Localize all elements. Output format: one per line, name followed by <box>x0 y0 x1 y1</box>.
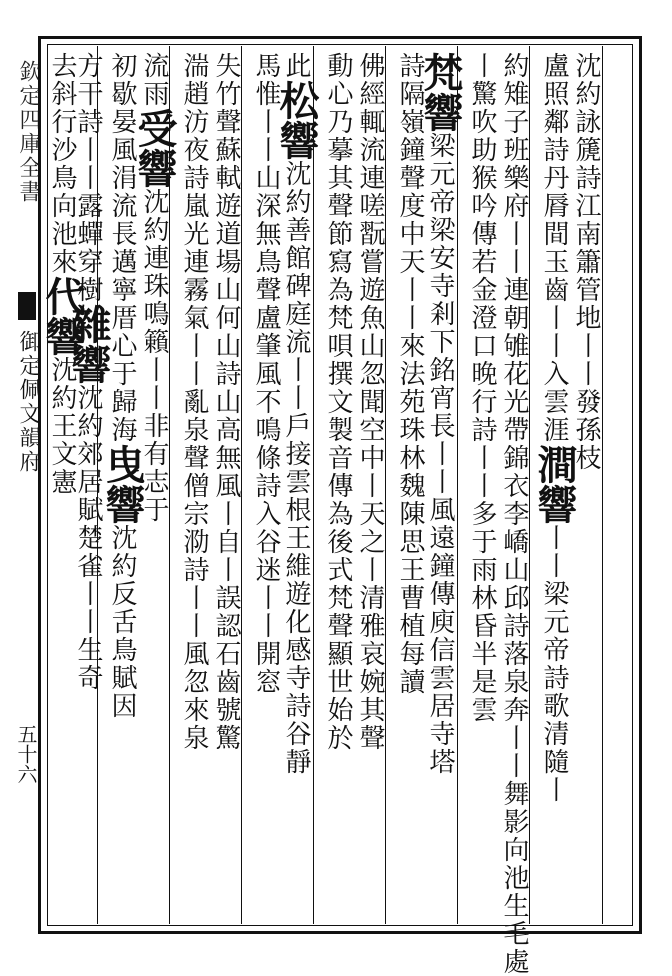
column-text: 沈約詠篪詩江南簫管地丨丨發孫枝 <box>571 52 601 472</box>
column-text: 沈約反舌鳥賦因 <box>107 524 137 720</box>
entry-heading: 雜響 <box>65 304 112 384</box>
column-text: 馬惟丨丨山深無鳥聲盧肇風不鳴條詩入谷迷丨丨開窓 <box>251 52 281 696</box>
text-column-6 <box>390 52 430 922</box>
column-text: 湍趙汸夜詩嵐光連霧氣丨丨亂泉聲僧宗泐詩丨丨風忽來泉 <box>179 52 209 752</box>
margin-library-title: 欽定四庫全書 <box>16 60 41 204</box>
text-column-4 <box>462 52 502 922</box>
column-text: 盧照鄰詩丹脣間玉齒丨丨入雲涯 <box>539 52 569 444</box>
column-text: 詩隔嶺鐘聲度中天丨丨來法苑珠林魏陳思王曹植每讀 <box>395 52 425 696</box>
column-text: 晏風涓流長邁寧厝心于歸海 <box>107 108 137 444</box>
text-column-14 <box>99 52 146 922</box>
column-text <box>73 470 103 638</box>
text-column-10 <box>246 52 286 922</box>
margin-book-title: 御定佩文韻府 <box>16 330 41 474</box>
entry-heading: 受響 <box>131 108 178 188</box>
entry-heading: 曳響 <box>99 444 146 524</box>
column-text: 約雉子班樂府丨丨連朝雊花光帶錦衣李嶠山邱詩落泉奔丨丨舞影向池生毛處 <box>499 52 529 976</box>
column-text: 流雨 <box>139 52 169 108</box>
text-column-12 <box>174 52 214 922</box>
text-column-8 <box>318 52 358 922</box>
entry-heading: 代響 <box>39 276 86 356</box>
column-text: 沈約善館碑庭流丨丨戶接雲根王維遊化感寺詩谷靜 <box>281 160 311 776</box>
column-text: 丨丨梁元帝詩歌清隨丨 <box>539 524 569 804</box>
text-column-2 <box>531 52 578 922</box>
column-text: 沈約王文憲 <box>47 356 77 496</box>
entry-heading: 松響 <box>273 80 320 160</box>
entry-heading: 澗響 <box>531 444 578 524</box>
column-text: 沈約郊居賦楚雀丨丨生奇 <box>73 384 103 692</box>
column-text: 此 <box>281 52 311 80</box>
column-text <box>73 638 103 778</box>
column-text: 丨驚吹助猴吟傳若金澄口晚行詩丨丨多于雨林昏半是雲 <box>467 52 497 724</box>
column-text: 梁元帝梁安寺剎下銘宵長丨丨風遠鐘傳庾信雲居寺塔 <box>425 132 455 776</box>
column-text: 動心乃摹其聲節寫為梵唄撰文製音傳為後式梵聲顯世始於 <box>323 52 353 752</box>
column-text: 去斜行沙鳥向池來 <box>47 52 77 276</box>
column-text: 佛經輒流連嗟翫嘗遊魚山忽聞空中丨天之丨清雅哀婉其聲 <box>355 52 385 752</box>
entry-heading: 梵響 <box>417 52 464 132</box>
page-number: 五十六 <box>14 724 38 784</box>
column-text: 初歇 <box>107 52 137 108</box>
column-text: 失竹聲蘇軾遊道場山何山詩山高無風丨自丨誤認石齒號驚 <box>211 52 241 752</box>
column-text: 方干詩丨丨露蟬穿樹 <box>73 52 103 304</box>
fish-tail-mark <box>18 292 36 320</box>
column-text: 沈約連珠鳴籟丨丨非有志于 <box>139 188 169 524</box>
